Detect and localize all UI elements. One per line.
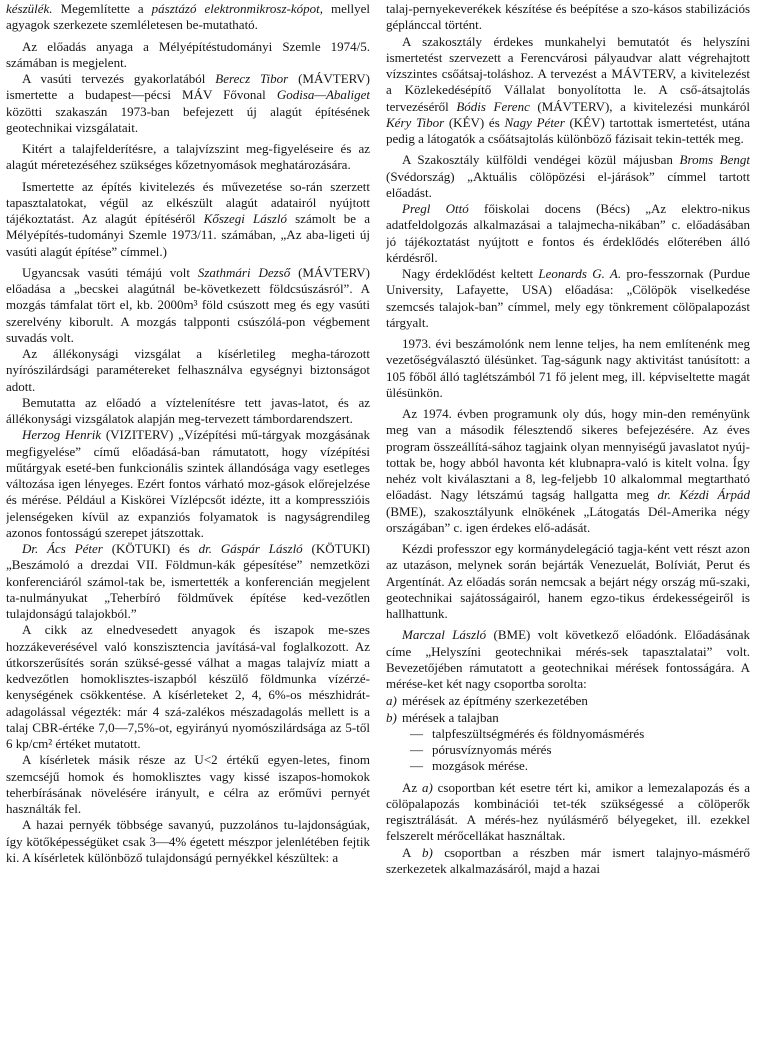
paragraph: A hazai pernyék többsége savanyú, puzzolános tu-lajdonságúak, így kötőképességüket csak 3—4% égetett mészpor jelenlétében fejtik ki. A kísérletek különböző tulajdonságú pernyékkel készültek: a xyxy=(6,817,370,865)
paragraph: 1973. évi beszámolónk nem lenne teljes, ha nem említenénk meg vezetőségválasztó ülésünket. Tag-ságunk nagy aktivitást tanúsított: a 105 főből álló taglétszámból 71 fő jelent meg, ill. képviseltette magát ülésünkön. xyxy=(386,336,750,400)
list-subitem: — talpfeszültségmérés és földnyomásmérés xyxy=(410,725,645,741)
list-subitem: — pórusvíznyomás mérés xyxy=(410,742,552,757)
paragraph: készülék. Megemlítette a pásztázó elektronmikrosz-kópot, mellyel agyagok szerkezete szemléletesen be-mutatható. xyxy=(6,1,370,33)
list-item: b) mérések a talajban xyxy=(386,709,499,725)
paragraph: A vasúti tervezés gyakorlatából Berecz Tibor (MÁVTERV) ismertette a budapest—pécsi MÁV Fővonal Godisa—Abaliget közötti szakaszán 1973-ban befejezett új alagút építésének geotechnikai vizsgálatait. xyxy=(6,71,370,135)
paragraph: Dr. Ács Péter (KÖTUKI) és dr. Gáspár László (KÖTUKI) „Beszámoló a drezdai VII. Földmun-kák gépesítése” nemzetközi konferenciáról számol-tak be, ismertették a konferencián megjelent ta-nulmányukat „Teherbíró földművek építése ked-vezőtlen tulajdonságú talajokból.” xyxy=(6,541,370,621)
paragraph: Kitért a talajfelderítésre, a talajvízszint meg-figyeléseire és az alagút méretezéséhez szükséges kőzetnyomások meghatározására. xyxy=(6,141,370,173)
paragraph: A b) csoportban a részben már ismert talajnyo-másmérő szerkezetek alkalmazásáról, majd a hazai xyxy=(386,844,750,876)
paragraph: Marczal László (BME) volt következő előadónk. Előadásának címe „Helyszíni geotechnikai mérés-sek tapasztalatai” volt. Bevezetőjében rámutatott a geotechnikai mérések fontosságára. A mérése-ket két nagy csoportba sorolta: xyxy=(386,627,750,691)
paragraph: Ugyancsak vasúti témájú volt Szathmári Dezső (MÁVTERV) előadása a „becskei alagútnál be-következett földcsúszásról”. A mozgás támfalat tört el, kb. 2000m³ föld csúszott meg és egy vasúti szerelvény kiborult. A mozgás talpponti csúszólá-pon végbement suvadás volt. xyxy=(6,264,370,345)
paragraph: Kézdi professzor egy kormánydelegáció tagja-ként vett részt azon az utazáson, melynek során bejárták Venezuelát, Bolíviát, Perut és Argentínát. Az előadás során nemcsak a bejárt négy ország mű-szaki, geotechnikai sajátosságairól, hanem egzo-tikus érdekességeiről is hallhattunk. xyxy=(386,541,750,621)
paragraph: Az előadás anyaga a Mélyépítéstudományi Szemle 1974/5. számában is megjelent. xyxy=(6,38,370,70)
paragraph: A kísérletek másik része az U<2 értékű egyen-letes, finom szemcséjű homok és homoklisztes vagy kissé iszapos-homokok teherbírásának növelésére irányult, e célra az erőművi pernyét használták fel. xyxy=(6,752,370,816)
right-column xyxy=(386,1,750,1048)
paragraph: Az a) csoportban két esetre tért ki, amikor a lemezalapozás és a cölöpalapozás kombinációi tet-ték szükségessé a cölöperők regisztrálását. A mérés-hez nyúlásmérő bélyegeket, ill. ezekkel felszerelt mérőcellákat használtak. xyxy=(386,779,750,844)
paragraph: A szakosztály érdekes munkahelyi bemutatót és helyszíni ismertetést szervezett a Ferencvárosi pályaudvar alatt végrehajtott vízszintes csőátsaj-toláshoz. A tervezést a MÁVTERV, a kivitelezést a Közlekedésépítő Vállalat bonyolította le. A cső-átsajtolás tervezéséről Bódis Ferenc (MÁVTERV), a kivitelezési munkáról Kéry Tibor (KÉV) és Nagy Péter (KÉV) tartottak ismertetést, utána pedig a látogatók a csőátsajtolás különböző fázisait tekin-tették meg. xyxy=(386,33,750,146)
list-item: a) mérések az építmény szerkezetében xyxy=(386,693,588,709)
paragraph: A Szakosztály külföldi vendégei közül májusban Broms Bengt (Svédország) „Aktuális cölöpözési el-járások” címmel tartott előadást. xyxy=(386,152,750,200)
paragraph: Az 1974. évben programunk oly dús, hogy min-den reményünk meg van a második félesztendő sikeres befejezésére. Az éves program összeállítá-sához tagjaink olyan mennyiségű javaslatot nyúj-tottak be, hogy abból havonta két klubnapra-való is kitelt volna. Így nehéz volt kiválasztani a 8, leg-feljebb 10 alkalommal megtartható előadást. Nagy létszámú tagság hallgatta meg dr. Kézdi Árpád (BME), szakosztályunk elnökének „Látogatás Dél-Amerika négy országában” c. igen érdekes elő-adását. xyxy=(386,406,750,535)
paragraph: Bemutatta az előadó a víztelenítésre tett javas-latot, és az állékonysági vizsgálatok alapján meg-tervezett támbordarendszert. xyxy=(6,394,370,426)
paragraph: Nagy érdeklődést keltett Leonards G. A. pro-fesszornak (Purdue University, Lafayette, USA) előadása: „Cölöpök viselkedése szemcsés talajok-ban” címmel, mely egy tönkrement cölöpalapozást tárgyalt. xyxy=(386,266,750,330)
paragraph: Pregl Ottó főiskolai docens (Bécs) „Az elektro-nikus adatfeldolgozás alkalmazásai a talajmecha-nikában” c. előadásában jó tájékoztatást nyújtott e fontos és érdeklődés előterében álló kérdésről. xyxy=(386,201,750,265)
paragraph: Herzog Henrik (VIZITERV) „Vízépítési mű-tárgyak mozgásának megfigyelése” című előadásá-ban rámutatott, hogy vízépítési műtárgyak eseté-ben funkcionális szintek állandósága vagy esetleges változása igen lényeges. Ezért fontos várható moz-gások előrejelzése és mérése. Például a Kiskörei Vízlépcsőt idézte, itt a kompresszióis jelenségeken kívül az expanziós folyamatok is nagyságrendileg azonos fontosságú szerepet játszottak. xyxy=(6,427,370,540)
list-subitem: — mozgások mérése. xyxy=(410,758,529,774)
paragraph: talaj-pernyekeverékek készítése és beépítése a szo-kásos stabilizációs géplánccal történt. xyxy=(386,1,750,33)
paragraph: Ismertette az építés kivitelezés és művezetése so-rán szerzett tapasztalatokat, végül az elkészült alagút adatairól nyújtott tájékoztatást. Az alagút építéséről Kőszegi László számolt be a Mélyépítés-tudományi Szemle 1973/11. számában, „Az aba-ligeti új vasúti alagút építése” címmel.) xyxy=(6,178,370,259)
left-column xyxy=(6,1,370,1048)
paragraph: A cikk az elnedvesedett anyagok és iszapok me-szes hozzákeverésével való konszisztencia javításá-val foglalkozott. Az útkorszerűsítés során szüksé-gessé válhat a magas talajvíz miatt a kedvezőtlen homoklisztes-iszapból készülő földmunka vízérzé-kenységének csökkentése. A kísérleteket 2, 4, 6%-os mészhidrát-adagolással végezték: már 4 szá-zalékos mészadagolás mellett is a talaj CBR-értéke 7,0—7,5%-ot, egyirányú nyomószilárdsága az 5-től 6 kp/cm² értéket mutatott. xyxy=(6,622,370,751)
measurement-list xyxy=(386,693,750,774)
paragraph: Az állékonysági vizsgálat a kísérletileg megha-tározott nyírószilárdsági paramétereket felhasználva egységnyi biztonságot adott. xyxy=(6,346,370,394)
